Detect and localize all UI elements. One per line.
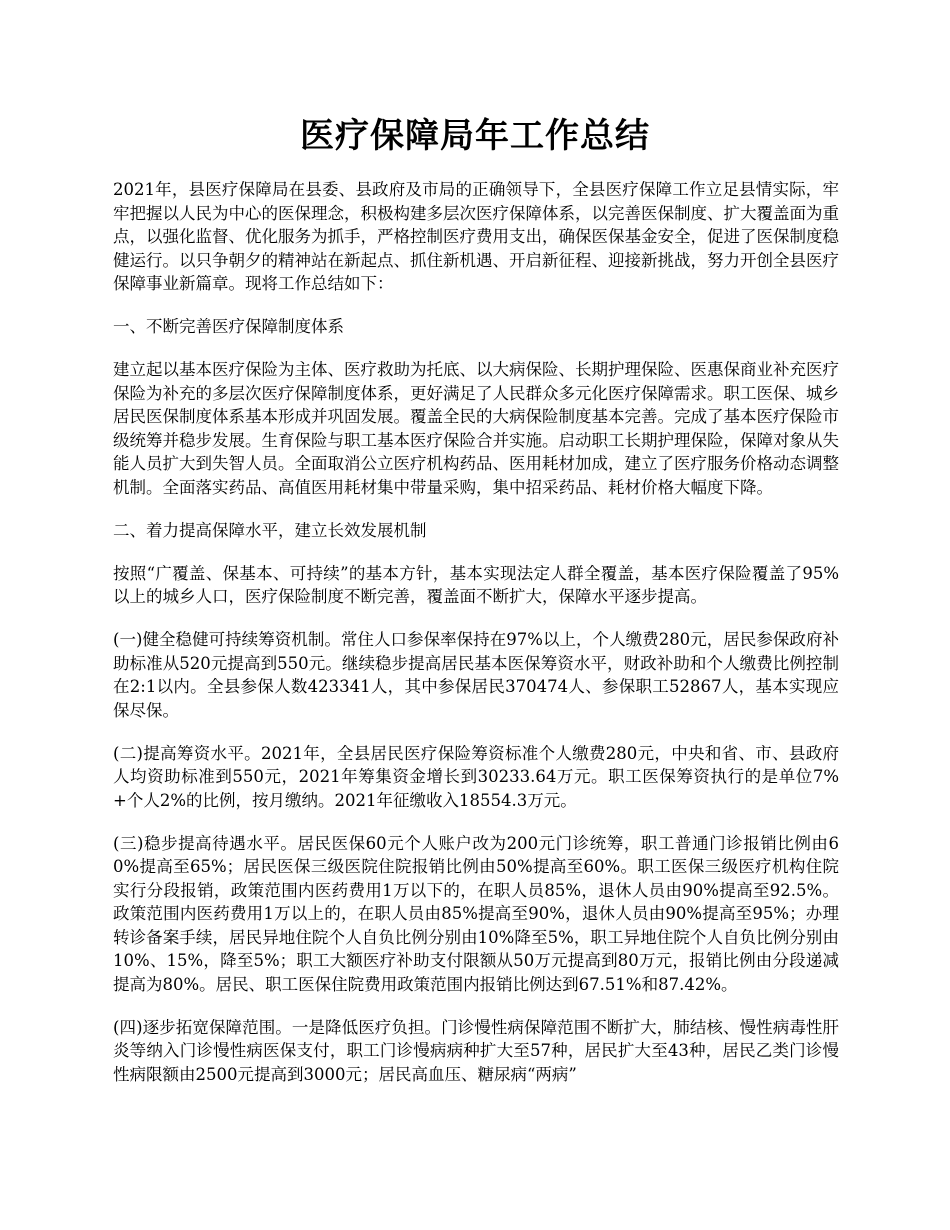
section-heading-2: 二、着力提高保障水平，建立长效发展机制: [113, 520, 427, 540]
document-title: 医疗保障局年工作总结: [300, 116, 650, 156]
section-2-paragraph: 按照“广覆盖、保基本、可持续”的基本方针，基本实现法定人群全覆盖，基本医疗保险覆盖了95%以上的城乡人口，医疗保险制度不断完善，覆盖面不断扩大，保障水平逐步提高。: [113, 563, 839, 606]
section-heading-1: 一、不断完善医疗保障制度体系: [113, 317, 344, 336]
item-1-paragraph: (一)健全稳健可持续筹资机制。常住人口参保率保持在97%以上，个人缴费280元，居民参保政府补助标准从520元提高到550元。继续稳步提高居民基本医保筹资水平，财政补助和个人缴费比例控制在2:1以内。全县参保人数423341人，其中参保居民370474人、参保职工52867人，基本实现应保尽保。: [113, 630, 839, 720]
item-3-paragraph: (三)稳步提高待遇水平。居民医保60元个人账户改为200元门诊统筹，职工普通门诊报销比例由60%提高至65%；居民医保三级医院住院报销比例由50%提高至60%。职工医保三级医疗机构住院实行分段报销，政策范围内医药费用1万以下的，在职人员85%，退休人员由90%提高至92.5%。政策范围内医药费用1万以上的，在职人员由85%提高至90%，退休人员由90%提高至95%；办理转诊备案手续，居民异地住院个人自负比例分别由10%降至5%，职工异地住院个人自负比例分别由10%、15%，降至5%；职工大额医疗补助支付限额从50万元提高到80万元，报销比例由分段递减提高为80%。居民、职工医保住院费用政策范围内报销比例达到67.51%和87.42%。: [113, 833, 839, 994]
item-4-paragraph: (四)逐步拓宽保障范围。一是降低医疗负担。门诊慢性病保障范围不断扩大，肺结核、慢性病毒性肝炎等纳入门诊慢性病医保支付，职工门诊慢病病种扩大至57种，居民扩大至43种，居民乙类门诊慢性病限额由2500元提高到3000元；居民高血压、糖尿病“两病”: [113, 1017, 839, 1084]
intro-paragraph: 2021年，县医疗保障局在县委、县政府及市局的正确领导下，全县医疗保障工作立足县情实际，牢牢把握以人民为中心的医保理念，积极构建多层次医疗保障体系，以完善医保制度、扩大覆盖面为重点，以强化监督、优化服务为抓手，严格控制医疗费用支出，确保医保基金安全，促进了医保制度稳健运行。以只争朝夕的精神站在新起点、抓住新机遇、开启新征程、迎接新挑战，努力开创全县医疗保障事业新篇章。现将工作总结如下：: [113, 180, 839, 293]
document-body: [113, 178, 839, 1106]
section-1-paragraph: 建立起以基本医疗保险为主体、医疗救助为托底、以大病保险、长期护理保险、医惠保商业补充医疗保险为补充的多层次医疗保障制度体系，更好满足了人民群众多元化医疗保障需求。职工医保、城乡居民医保制度体系基本形成并巩固发展。覆盖全民的大病保险制度基本完善。完成了基本医疗保险市级统筹并稳步发展。生育保险与职工基本医疗保险合并实施。启动职工长期护理保险，保障对象从失能人员扩大到失智人员。全面取消公立医疗机构药品、医用耗材加成，建立了医疗服务价格动态调整机制。全面落实药品、高值医用耗材集中带量采购，集中招采药品、耗材价格大幅度下降。: [113, 360, 839, 497]
item-2-paragraph: (二)提高筹资水平。2021年，全县居民医疗保险筹资标准个人缴费280元，中央和省、市、县政府人均资助标准到550元，2021年筹集资金增长到30233.64万元。职工医保筹资执行的是单位7%+个人2%的比例，按月缴纳。2021年征缴收入18554.3万元。: [113, 743, 839, 810]
